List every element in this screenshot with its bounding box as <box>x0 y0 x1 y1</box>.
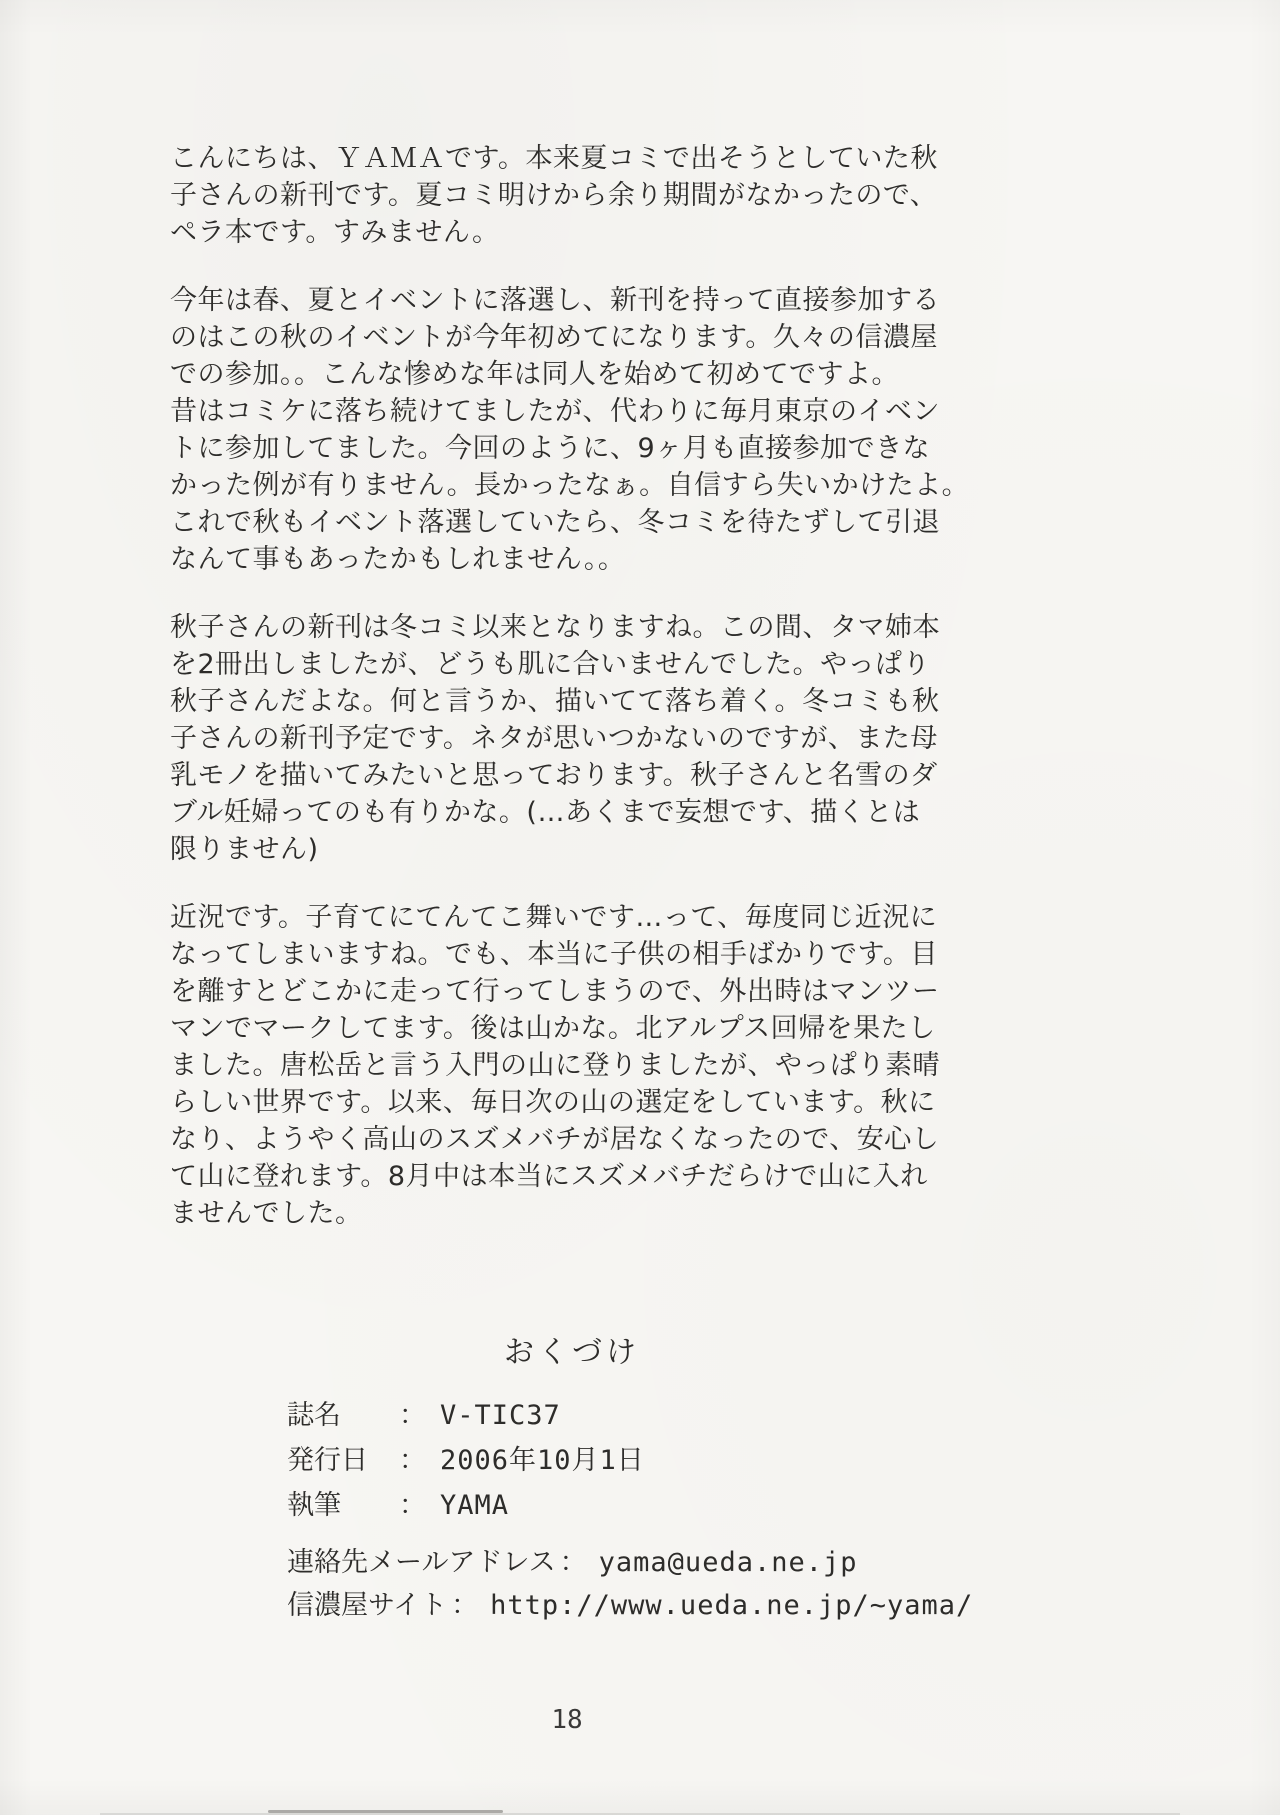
text-line: 子さんの新刊予定です。ネタが思いつかないのですが、また母 <box>170 723 938 754</box>
scan-smudge-artifact <box>268 1810 503 1813</box>
text-line: ました。唐松岳と言う入門の山に登りましたが、やっぱり素晴 <box>170 1050 940 1081</box>
colophon-row-author <box>287 1483 645 1528</box>
colophon-heading: おくづけ <box>504 1335 640 1370</box>
colophon-separator: ： <box>399 1490 426 1521</box>
text-line: ペラ本です。すみません。 <box>170 217 500 248</box>
colophon-fields <box>287 1393 645 1528</box>
text-line: かった例が有りません。長かったなぁ。自信すら失いかけたよ。 <box>170 470 970 501</box>
text-line: これで秋もイベント落選していたら、冬コミを待たずして引退 <box>170 507 940 538</box>
text-line: こんにちは、ＹＡＭＡです。本来夏コミで出そうとしていた秋 <box>170 143 938 174</box>
text-line: を離すとどこかに走って行ってしまうので、外出時はマンツー <box>170 976 940 1007</box>
colophon-contacts <box>287 1540 973 1626</box>
colophon-row-date <box>287 1438 645 1483</box>
text-line: トに参加してました。今回のように、9ヶ月も直接参加できな <box>170 433 931 464</box>
colophon-label: 誌名 <box>287 1400 341 1431</box>
colophon-row-title <box>287 1393 645 1438</box>
contact-email-text: yama@ueda.ne.jp <box>598 1547 858 1578</box>
colophon-separator: ： <box>451 1590 479 1621</box>
text-line: 秋子さんだよな。何と言うか、描いてて落ち着く。冬コミも秋 <box>170 686 940 717</box>
paragraph-recent-news <box>170 899 969 1232</box>
paragraph-greeting <box>170 140 969 251</box>
colophon-separator: ： <box>559 1547 587 1578</box>
text-line: マンでマークしてます。後は山かな。北アルプス回帰を果たし <box>170 1013 936 1044</box>
text-line: なんて事もあったかもしれません。。 <box>170 544 626 575</box>
text-line: なり、ようやく高山のスズメバチが居なくなったので、安心し <box>170 1124 940 1155</box>
text-line: なってしまいますね。でも、本当に子供の相手ばかりです。目 <box>170 939 938 970</box>
text-line: らしい世界です。以来、毎日次の山の選定をしています。秋に <box>170 1087 936 1118</box>
colophon-value-author: YAMA <box>440 1490 510 1521</box>
contact-url-text: http://www.ueda.ne.jp/~yama/ <box>490 1590 974 1621</box>
text-line: のはこの秋のイベントが今年初めてになります。久々の信濃屋 <box>170 322 938 353</box>
contact-row-website <box>287 1583 973 1626</box>
text-line: ブル妊婦ってのも有りかな。(…あくまで妄想です、描くとは <box>170 797 921 828</box>
contact-row-email <box>287 1540 973 1583</box>
contact-label: 連絡先メールアドレス <box>287 1547 556 1578</box>
text-line: 子さんの新刊です。夏コミ明けから余り期間がなかったので、 <box>170 180 938 211</box>
colophon-value-title: V-TIC37 <box>440 1400 561 1431</box>
text-line: 限りません) <box>170 834 319 865</box>
colophon-separator: ： <box>399 1400 426 1431</box>
paragraph-events <box>170 282 969 578</box>
text-line: 今年は春、夏とイベントに落選し、新刊を持って直接参加する <box>170 285 940 316</box>
page-number: 18 <box>551 1705 583 1735</box>
colophon-label: 発行日 <box>287 1445 368 1476</box>
text-line: 昔はコミケに落ち続けてましたが、代わりに毎月東京のイベン <box>170 396 940 427</box>
text-line: 秋子さんの新刊は冬コミ以来となりますね。この間、タマ姉本 <box>170 612 940 643</box>
text-line: での参加。。こんな惨めな年は同人を始めて初めてですよ。 <box>170 359 899 390</box>
colophon-value-date: 2006年10月1日 <box>440 1445 645 1476</box>
paragraph-new-book <box>170 609 969 868</box>
colophon-label: 執筆 <box>287 1490 341 1521</box>
text-line: て山に登れます。8月中は本当にスズメバチだらけで山に入れ <box>170 1161 928 1192</box>
contact-label: 信濃屋サイト <box>287 1590 448 1621</box>
text-line: 近況です。子育てにてんてこ舞いです…って、毎度同じ近況に <box>170 902 938 933</box>
afterword-body <box>170 140 969 1263</box>
text-line: ませんでした。 <box>170 1198 363 1229</box>
colophon-separator: ： <box>399 1445 426 1476</box>
text-line: 乳モノを描いてみたいと思っております。秋子さんと名雪のダ <box>170 760 938 791</box>
text-line: を2冊出しましたが、どうも肌に合いませんでした。やっぱり <box>170 649 931 680</box>
